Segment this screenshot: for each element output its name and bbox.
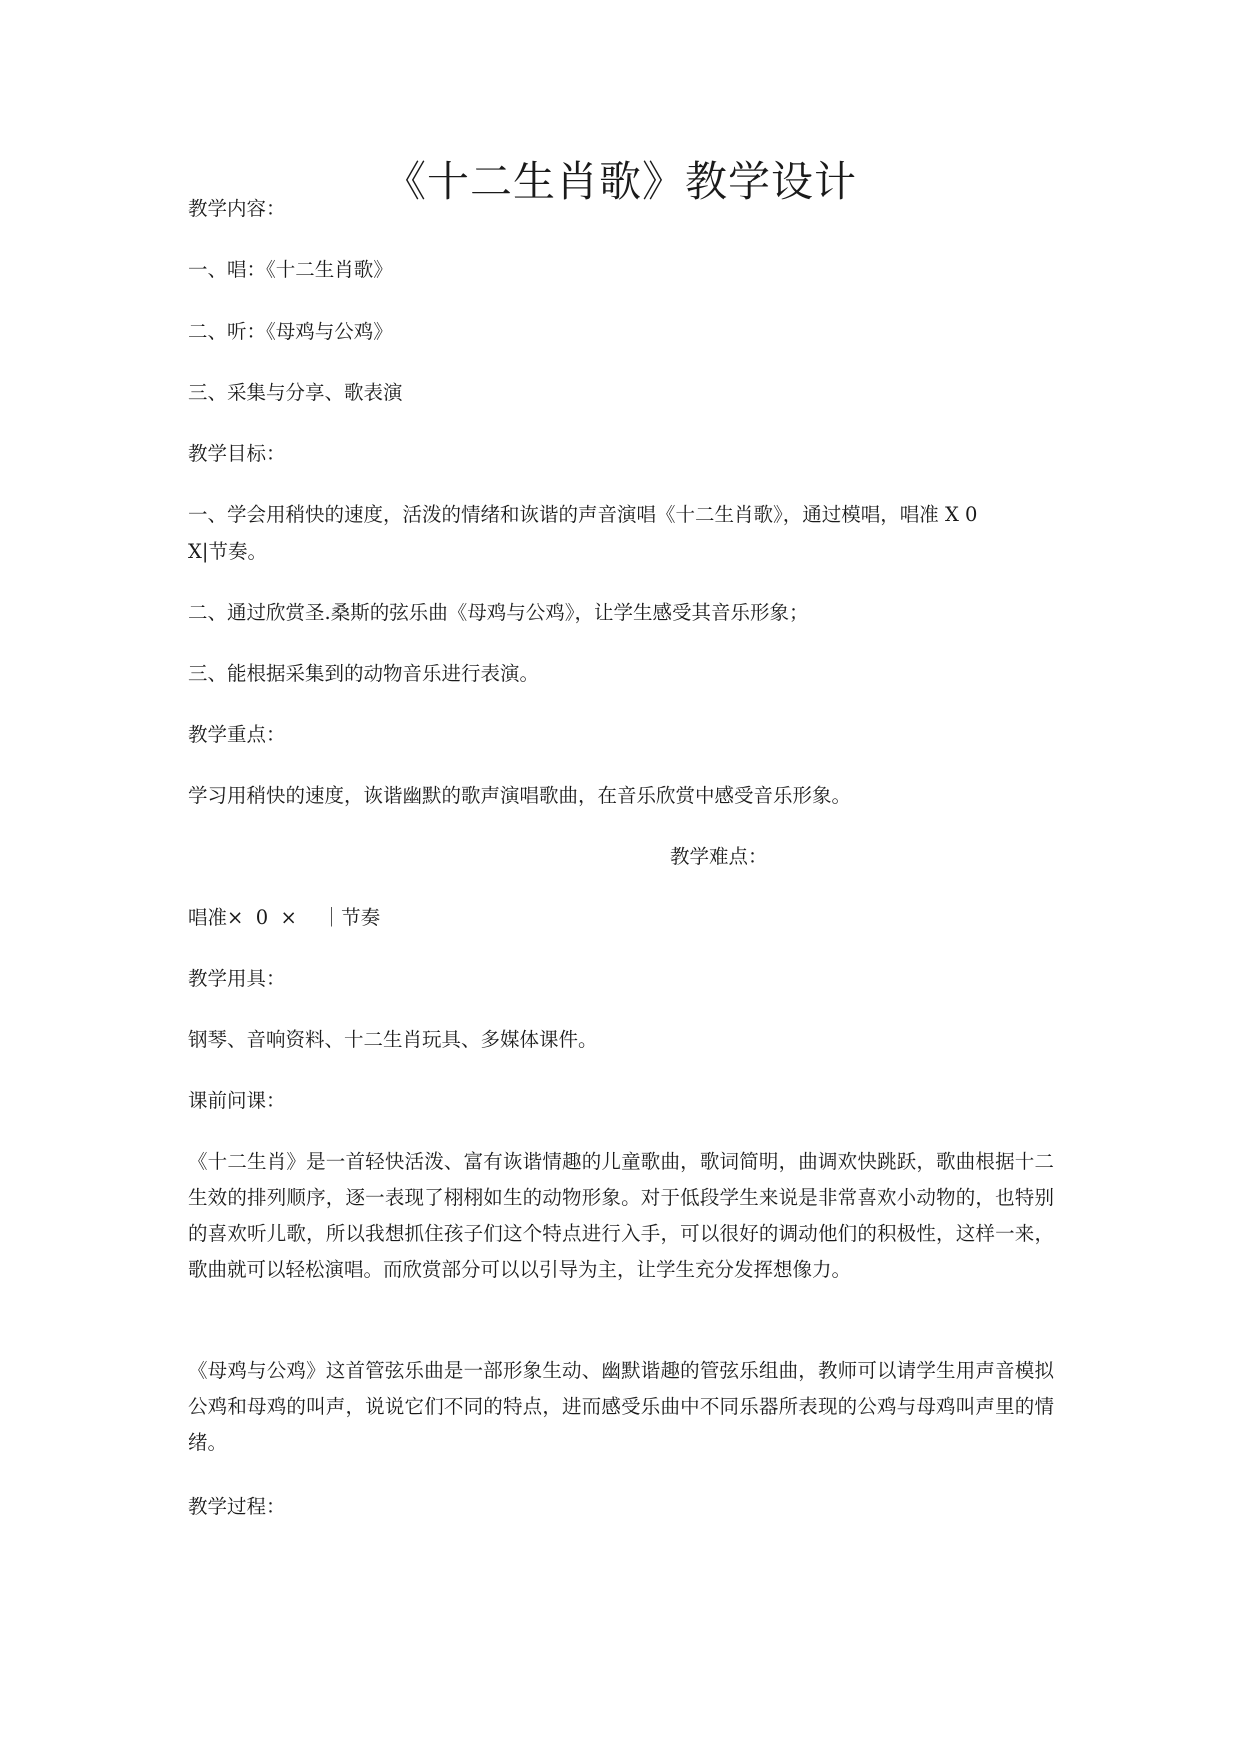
difficulty-heading: 教学难点： [670,845,768,868]
goals-item-1-line-2: X|节奏。 [188,540,267,563]
pre-class-heading: 课前问课： [188,1089,286,1112]
key-points-text: 学习用稍快的速度，诙谐幽默的歌声演唱歌曲，在音乐欣赏中感受音乐形象。 [188,784,852,807]
document-title: 《十二生肖歌》教学设计 [383,157,857,206]
key-points-heading: 教学重点： [188,723,286,746]
difficulty-text: 唱准× 0 × ｜节奏 [188,906,381,929]
goals-item-1-line-1: 一、学会用稍快的速度，活泼的情绪和诙谐的声音演唱《十二生肖歌》，通过模唱，唱准 X 0 [188,503,978,526]
goals-heading: 教学目标： [188,442,286,465]
content-item-1: 一、唱：《十二生肖歌》 [188,258,393,281]
pre-class-paragraph-2: 《母鸡与公鸡》这首管弦乐曲是一部形象生动、幽默谐趣的管弦乐组曲，教师可以请学生用声音模拟公鸡和母鸡的叫声，说说它们不同的特点，进而感受乐曲中不同乐器所表现的公鸡与母鸡叫声里的情绪。 [188,1359,1054,1454]
content-item-2: 二、听：《母鸡与公鸡》 [188,320,393,343]
process-heading: 教学过程： [188,1495,286,1518]
tools-text: 钢琴、音响资料、十二生肖玩具、多媒体课件。 [188,1028,598,1051]
goals-item-3: 三、能根据采集到的动物音乐进行表演。 [188,662,540,685]
goals-item-2: 二、通过欣赏圣.桑斯的弦乐曲《母鸡与公鸡》，让学生感受其音乐形象； [188,601,809,624]
tools-heading: 教学用具： [188,967,286,990]
content-heading: 教学内容： [188,197,286,220]
content-item-3: 三、采集与分享、歌表演 [188,381,403,404]
pre-class-paragraph-1: 《十二生肖》是一首轻快活泼、富有诙谐情趣的儿童歌曲，歌词简明，曲调欢快跳跃，歌曲根据十二生效的排列顺序，逐一表现了栩栩如生的动物形象。对于低段学生来说是非常喜欢小动物的，也特别的喜欢听儿歌，所以我想抓住孩子们这个特点进行入手，可以很好的调动他们的积极性，这样一来，歌曲就可以轻松演唱。而欣赏部分可以以引导为主，让学生充分发挥想像力。 [188,1150,1054,1281]
